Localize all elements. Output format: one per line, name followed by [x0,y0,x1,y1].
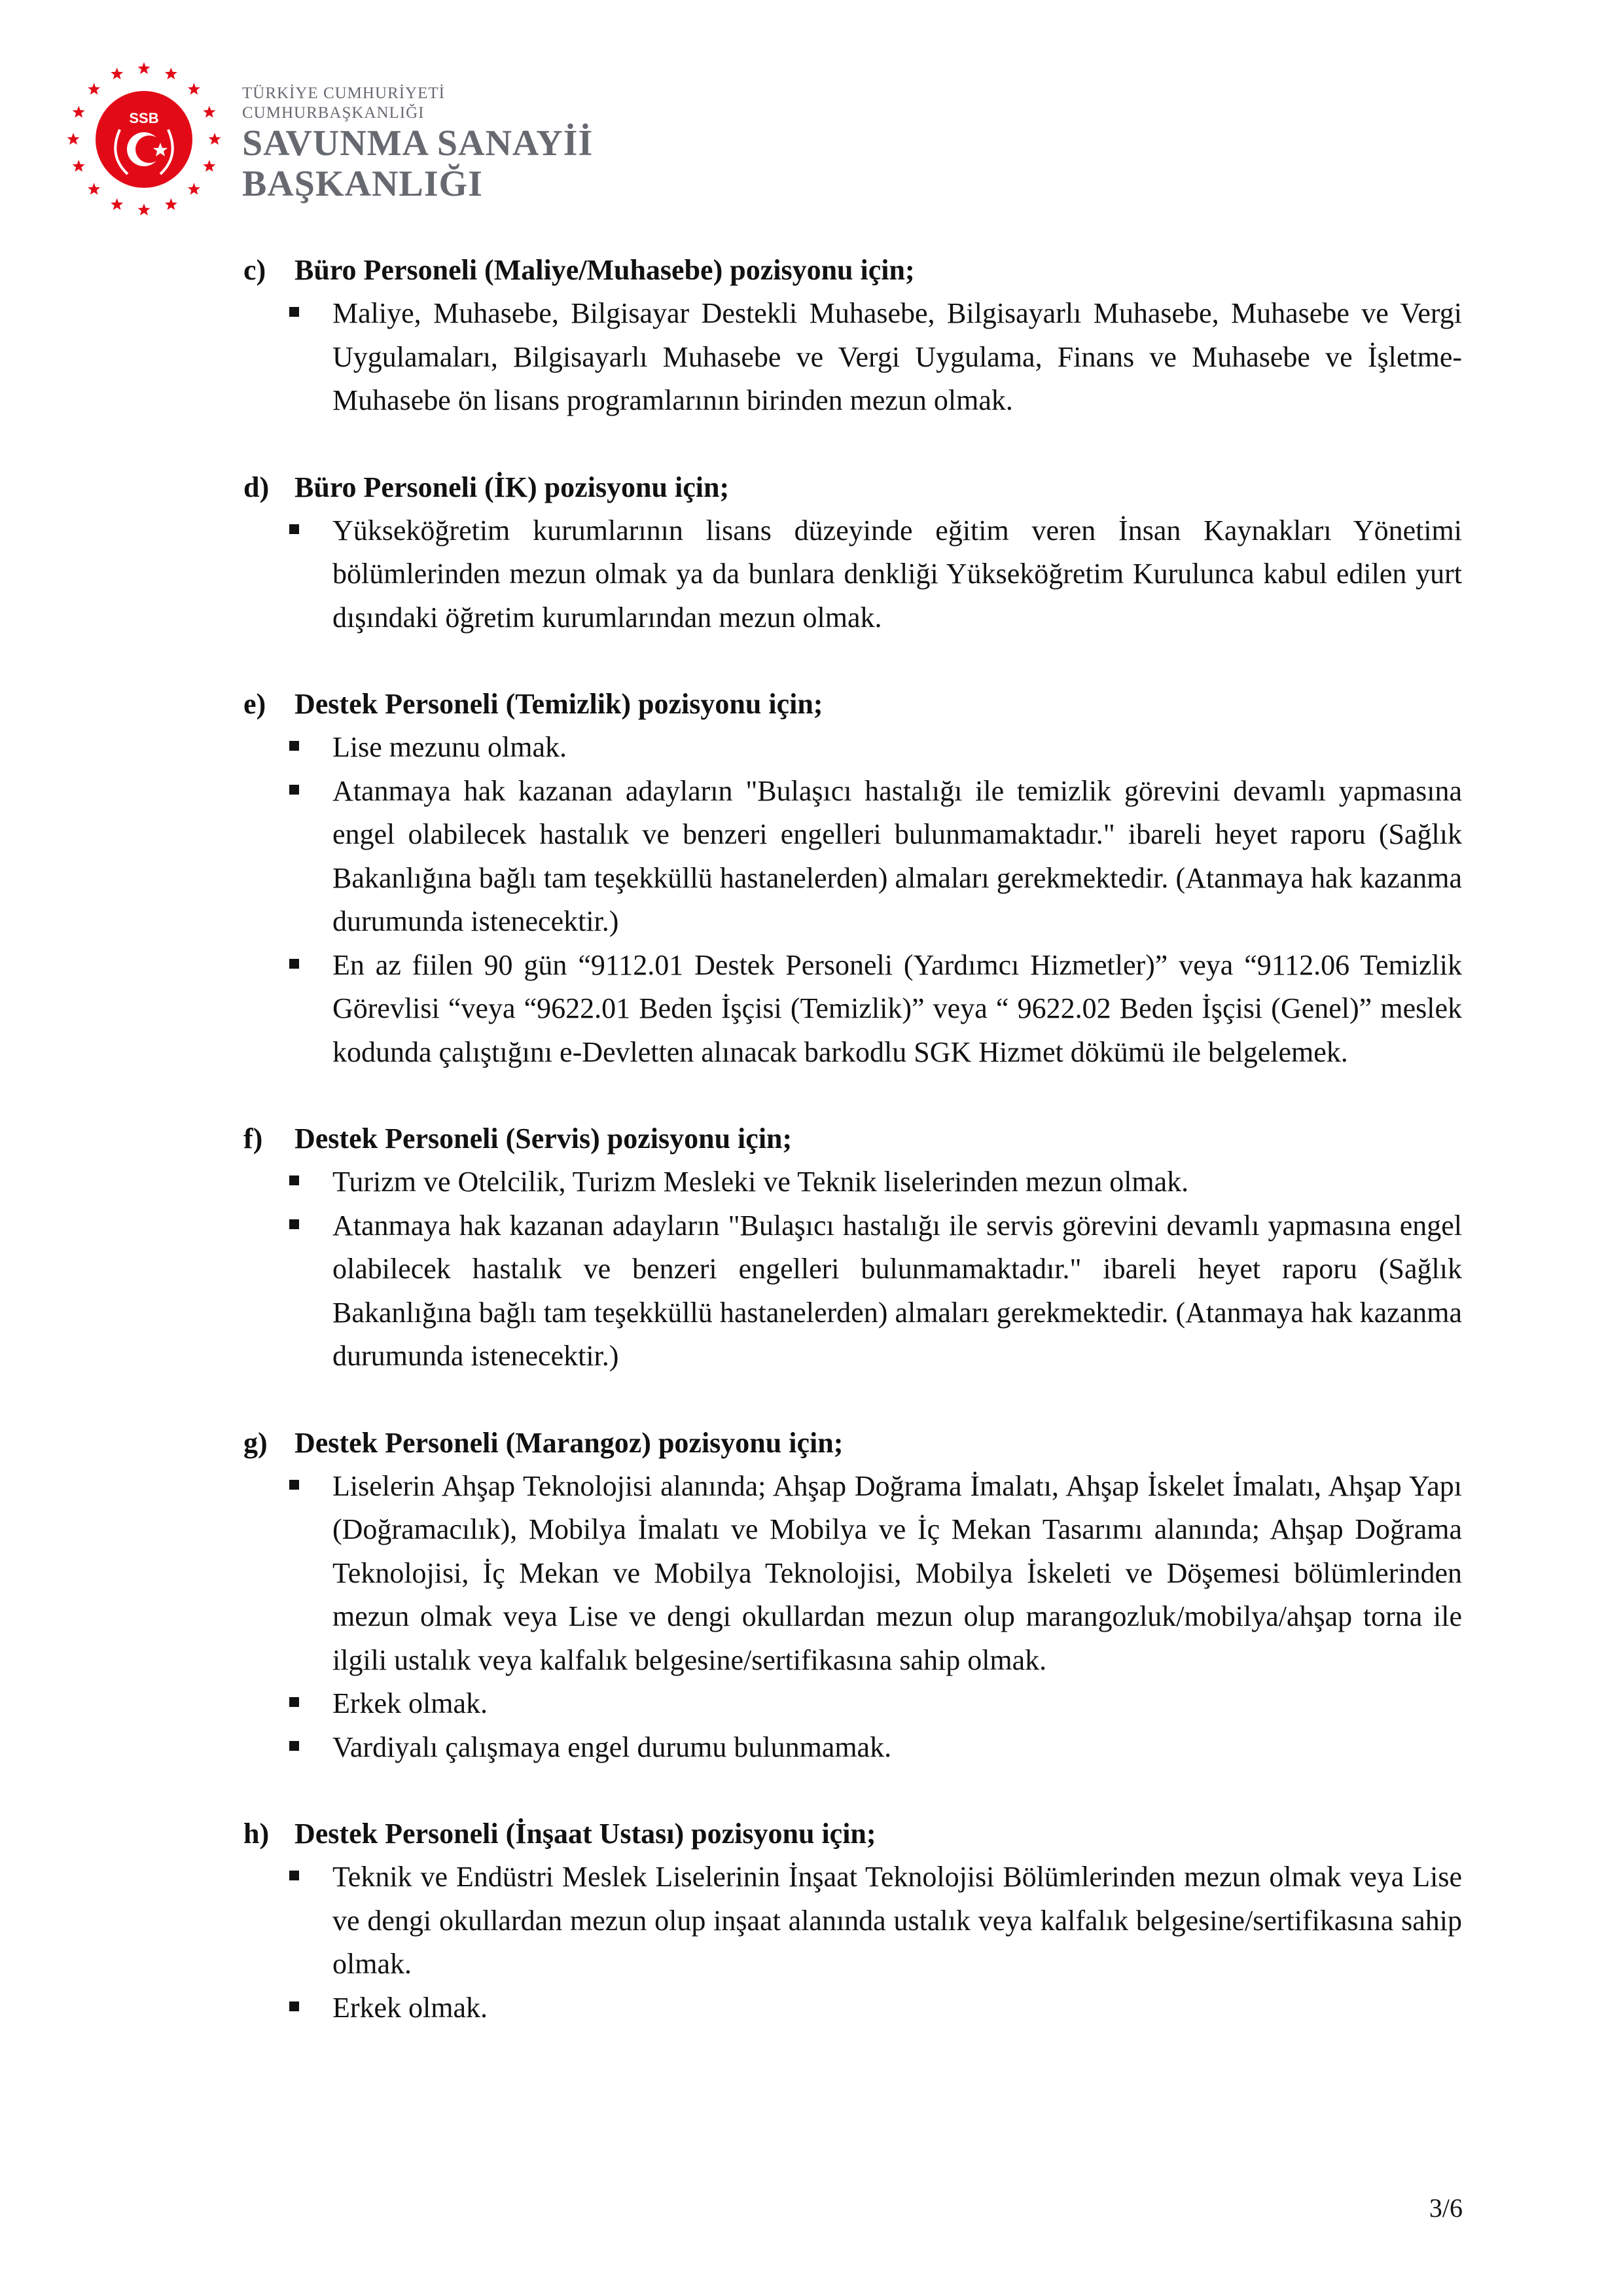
star-icon [188,183,200,194]
bullet-list [243,1465,1462,1770]
section-title: Destek Personeli (İnşaat Ustası) pozisyonu için; [294,1818,876,1850]
list-item [243,1204,1462,1378]
ssb-emblem-logo [62,58,226,221]
page-number: 3/6 [1429,2193,1463,2223]
section-title: Destek Personeli (Temizlik) pozisyonu için; [294,688,823,720]
square-bullet-icon [289,1871,299,1880]
list-item [243,509,1462,640]
section [243,466,1462,640]
list-item [243,944,1462,1075]
section [243,683,1462,1074]
star-icon [67,133,80,145]
section-letter: c) [243,254,266,286]
list-item-text: Yükseköğretim kurumlarının lisans düzeyinde eğitim veren İnsan Kaynakları Yönetimi bölümlerinden mezun olmak ya da bunlara denkliği Yükseköğretim Kurulunca kabul edilen yurt dışındaki öğretim kurumlarından mezun olmak. [332,514,1462,634]
header-line-2: CUMHURBAŞKANLIĞI [242,104,425,122]
section [243,1812,1462,2030]
section-letter: f) [243,1122,263,1155]
list-item [243,1682,1462,1726]
star-icon [88,183,100,194]
list-item [243,1160,1462,1204]
header-line-4: BAŞKANLIĞI [242,164,483,204]
star-icon [188,83,200,95]
list-item-text: Turizm ve Otelcilik, Turizm Mesleki ve Teknik liselerinden mezun olmak. [332,1166,1189,1198]
square-bullet-icon [289,1697,299,1707]
section-letter: d) [243,471,270,503]
bullet-list [243,509,1462,640]
section [243,249,1462,423]
star-icon [138,204,151,215]
bullet-list [243,726,1462,1074]
list-item-text: En az fiilen 90 gün “9112.01 Destek Personeli (Yardımcı Hizmetler)” veya “9112.06 Temizlik Görevlisi “veya “9622.01 Beden İşçisi (Temizlik)” veya “ 9622.02 Beden İşçisi (Genel)” meslek kodunda çalıştığını e-Devletten alınacak barkodlu SGK Hizmet dökümü ile belgelemek. [332,948,1462,1068]
square-bullet-icon [289,307,299,317]
square-bullet-icon [289,959,299,969]
section-title: Büro Personeli (İK) pozisyonu için; [294,471,730,503]
list-item [243,1465,1462,1683]
section-title: Destek Personeli (Servis) pozisyonu için; [294,1122,793,1155]
square-bullet-icon [289,1480,299,1490]
section-heading [243,466,1462,509]
header-line-3: SAVUNMA SANAYİİ [242,123,594,164]
logo-text: SSB [129,110,159,126]
section-heading [243,249,1462,292]
list-item-text: Maliye, Muhasebe, Bilgisayar Destekli Muhasebe, Bilgisayarlı Muhasebe, Muhasebe ve Vergi Uygulamaları, Bilgisayarlı Muhasebe ve Vergi Uygulama, Finans ve Muhasebe ve İşletme-Muhasebe ön lisans programlarının birinden mezun olmak. [332,297,1462,416]
square-bullet-icon [289,1741,299,1751]
section-letter: e) [243,688,266,720]
list-item-text: Liselerin Ahşap Teknolojisi alanında; Ahşap Doğrama İmalatı, Ahşap İskelet İmalatı, Ahşap Yapı (Doğramacılık), Mobilya İmalatı ve Mobilya ve İç Mekan Tasarımı alanında; Ahşap Doğrama Teknolojisi, İç Mekan ve Mobilya Teknolojisi, Mobilya İskeleti ve Döşemesi bölümlerinden mezun olmak veya Lise ve dengi okullardan mezun olup marangozluk/mobilya/ahşap torna ile ilgili ustalık veya kalfalık belgesine/sertifikasına sahip olmak. [332,1469,1462,1676]
list-item-text: Atanmaya hak kazanan adayların "Bulaşıcı hastalığı ile servis görevini devamlı yapmasına engel olabilecek hastalık ve benzeri engelleri bulunmamaktadır." ibareli heyet raporu (Sağlık Bakanlığına bağlı tam teşekküllü hastanelerden) almaları gerekmektedir. (Atanmaya hak kazanma durumunda istenecektir.) [332,1209,1462,1372]
list-item-text: Erkek olmak. [332,1991,488,2024]
list-item-text: Vardiyalı çalışmaya engel durumu bulunmamak. [332,1731,892,1763]
star-icon [209,133,221,145]
square-bullet-icon [289,785,299,795]
section [243,1422,1462,1770]
square-bullet-icon [289,1219,299,1229]
section-letter: h) [243,1818,270,1850]
square-bullet-icon [289,2001,299,2011]
list-item-text: Teknik ve Endüstri Meslek Liselerinin İnşaat Teknolojisi Bölümlerinden mezun olmak veya Lise ve dengi okullardan mezun olup inşaat alanında ustalık veya kalfalık belgesine/sertifikasına sahip olmak. [332,1861,1462,1980]
document-body [243,249,1462,2073]
section-title: Büro Personeli (Maliye/Muhasebe) pozisyonu için; [294,254,915,286]
star-icon [111,67,123,79]
square-bullet-icon [289,1175,299,1185]
list-item-text: Lise mezunu olmak. [332,731,567,763]
square-bullet-icon [289,741,299,751]
section-letter: g) [243,1426,268,1459]
section [243,1117,1462,1378]
star-icon [73,160,85,171]
list-item-text: Erkek olmak. [332,1687,488,1719]
section-heading [243,1117,1462,1160]
section-heading [243,683,1462,726]
section-heading [243,1812,1462,1856]
institution-name [242,84,593,204]
header-line-1: TÜRKİYE CUMHURİYETİ [242,84,445,102]
letterhead [62,58,651,228]
star-icon [203,106,215,118]
star-icon [138,62,151,74]
square-bullet-icon [289,524,299,534]
bullet-list [243,292,1462,423]
star-icon [88,83,100,95]
section-title: Destek Personeli (Marangoz) pozisyonu için; [294,1426,844,1459]
list-item [243,292,1462,423]
list-item [243,1726,1462,1770]
star-icon [165,198,177,210]
list-item [243,1986,1462,2030]
bullet-list [243,1160,1462,1378]
star-icon [73,106,85,118]
section-heading [243,1422,1462,1465]
star-icon [111,198,123,210]
list-item [243,726,1462,770]
list-item [243,1856,1462,1986]
list-item-text: Atanmaya hak kazanan adayların "Bulaşıcı hastalığı ile temizlik görevini devamlı yapmasına engel olabilecek hastalık ve benzeri engelleri bulunmamaktadır." ibareli heyet raporu (Sağlık Bakanlığına bağlı tam teşekküllü hastanelerden) almaları gerekmektedir. (Atanmaya hak kazanma durumunda istenecektir.) [332,774,1462,937]
star-icon [165,67,177,79]
star-icon [203,160,215,171]
bullet-list [243,1856,1462,2030]
list-item [243,770,1462,944]
